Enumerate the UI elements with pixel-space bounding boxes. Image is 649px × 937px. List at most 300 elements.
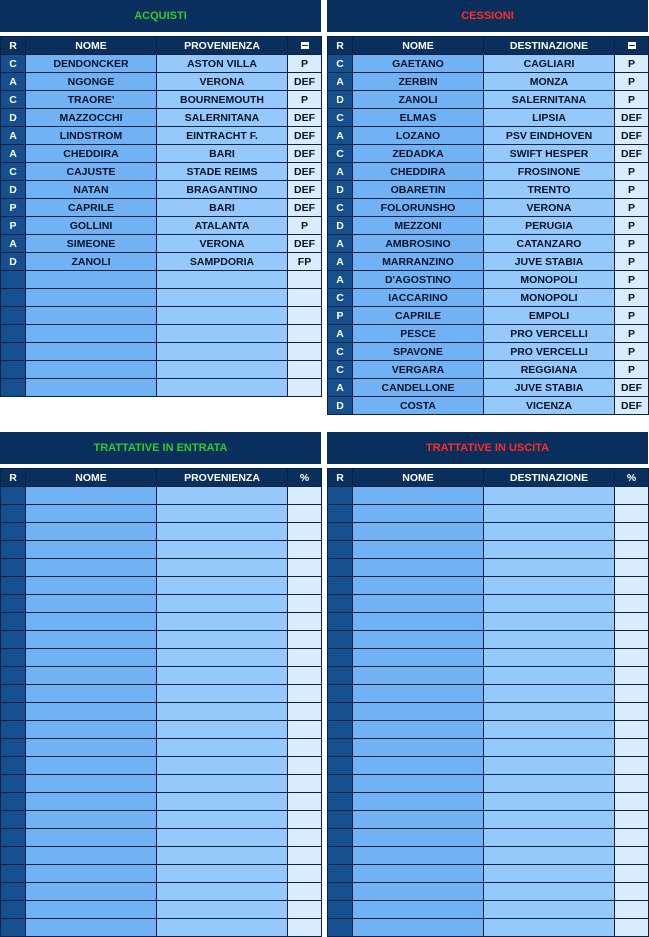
cell-nome[interactable] <box>353 919 484 937</box>
cell-tipo[interactable] <box>288 829 322 847</box>
cell-club[interactable] <box>484 829 615 847</box>
cell-club[interactable]: TRENTO <box>484 181 615 199</box>
cell-tipo[interactable]: P <box>615 199 649 217</box>
cell-club[interactable] <box>157 541 288 559</box>
table-row[interactable] <box>1 145 322 163</box>
cell-club[interactable]: MONOPOLI <box>484 271 615 289</box>
table-row[interactable] <box>328 577 649 595</box>
cell-nome[interactable] <box>353 847 484 865</box>
cell-tipo[interactable]: P <box>615 73 649 91</box>
cell-tipo[interactable] <box>615 739 649 757</box>
table-row[interactable] <box>328 379 649 397</box>
cell-club[interactable] <box>484 631 615 649</box>
cell-tipo[interactable] <box>288 523 322 541</box>
cell-ruolo[interactable] <box>1 289 26 307</box>
cell-tipo[interactable]: DEF <box>288 127 322 145</box>
table-row[interactable] <box>1 703 322 721</box>
cell-tipo[interactable] <box>288 361 322 379</box>
cell-nome[interactable]: VERGARA <box>353 361 484 379</box>
cell-club[interactable]: VERONA <box>484 199 615 217</box>
table-row[interactable] <box>328 289 649 307</box>
cell-ruolo[interactable] <box>1 541 26 559</box>
cell-nome[interactable]: IACCARINO <box>353 289 484 307</box>
cell-ruolo[interactable]: A <box>328 73 353 91</box>
cell-ruolo[interactable] <box>328 649 353 667</box>
table-row[interactable] <box>328 919 649 937</box>
cell-ruolo[interactable]: A <box>328 253 353 271</box>
cell-ruolo[interactable] <box>1 901 26 919</box>
table-row[interactable] <box>328 145 649 163</box>
cell-tipo[interactable] <box>615 667 649 685</box>
cell-tipo[interactable]: DEF <box>288 181 322 199</box>
cell-tipo[interactable]: P <box>615 235 649 253</box>
cell-tipo[interactable]: DEF <box>288 73 322 91</box>
cell-nome[interactable]: MAZZOCCHI <box>26 109 157 127</box>
cell-tipo[interactable]: P <box>615 325 649 343</box>
cell-ruolo[interactable]: C <box>1 91 26 109</box>
cell-club[interactable] <box>484 811 615 829</box>
cell-nome[interactable] <box>26 613 157 631</box>
cell-ruolo[interactable] <box>1 811 26 829</box>
cell-ruolo[interactable] <box>1 631 26 649</box>
cell-tipo[interactable]: DEF <box>615 109 649 127</box>
cell-club[interactable] <box>484 901 615 919</box>
table-row[interactable] <box>328 775 649 793</box>
cell-club[interactable] <box>157 685 288 703</box>
cell-club[interactable]: MONZA <box>484 73 615 91</box>
cell-nome[interactable]: LOZANO <box>353 127 484 145</box>
table-row[interactable] <box>328 739 649 757</box>
cell-nome[interactable] <box>353 775 484 793</box>
cell-nome[interactable] <box>26 829 157 847</box>
cell-tipo[interactable]: DEF <box>288 109 322 127</box>
cell-ruolo[interactable] <box>1 577 26 595</box>
cell-tipo[interactable]: DEF <box>615 379 649 397</box>
table-row[interactable] <box>328 631 649 649</box>
cell-ruolo[interactable]: D <box>1 253 26 271</box>
cell-tipo[interactable] <box>288 811 322 829</box>
cell-tipo[interactable] <box>615 703 649 721</box>
cell-nome[interactable]: CAPRILE <box>353 307 484 325</box>
cell-tipo[interactable] <box>615 541 649 559</box>
cell-nome[interactable] <box>353 739 484 757</box>
cell-club[interactable]: SALERNITANA <box>157 109 288 127</box>
table-row[interactable] <box>328 253 649 271</box>
table-row[interactable] <box>1 253 322 271</box>
cell-club[interactable] <box>157 595 288 613</box>
table-row[interactable] <box>1 613 322 631</box>
cell-tipo[interactable] <box>615 919 649 937</box>
cell-club[interactable]: EINTRACHT F. <box>157 127 288 145</box>
cell-ruolo[interactable] <box>1 361 26 379</box>
cell-tipo[interactable]: P <box>288 55 322 73</box>
table-row[interactable] <box>328 181 649 199</box>
cell-nome[interactable] <box>353 577 484 595</box>
cell-ruolo[interactable]: A <box>1 127 26 145</box>
cell-ruolo[interactable] <box>328 919 353 937</box>
cell-nome[interactable]: DENDONCKER <box>26 55 157 73</box>
table-row[interactable] <box>1 361 322 379</box>
table-row[interactable] <box>328 901 649 919</box>
cell-ruolo[interactable] <box>1 379 26 397</box>
cell-club[interactable]: FROSINONE <box>484 163 615 181</box>
cell-nome[interactable]: ZERBIN <box>353 73 484 91</box>
cell-tipo[interactable] <box>288 649 322 667</box>
table-row[interactable] <box>328 541 649 559</box>
cell-ruolo[interactable] <box>1 739 26 757</box>
cell-nome[interactable]: CHEDDIRA <box>26 145 157 163</box>
cell-nome[interactable] <box>353 613 484 631</box>
table-row[interactable] <box>1 73 322 91</box>
cell-nome[interactable] <box>353 703 484 721</box>
cell-club[interactable]: VERONA <box>157 73 288 91</box>
table-row[interactable] <box>328 883 649 901</box>
cell-nome[interactable] <box>26 883 157 901</box>
cell-ruolo[interactable] <box>1 847 26 865</box>
cell-ruolo[interactable] <box>1 667 26 685</box>
cell-club[interactable]: PRO VERCELLI <box>484 325 615 343</box>
cell-nome[interactable]: CHEDDIRA <box>353 163 484 181</box>
cell-nome[interactable] <box>353 649 484 667</box>
cell-nome[interactable] <box>26 811 157 829</box>
cell-tipo[interactable]: P <box>615 181 649 199</box>
cell-club[interactable]: STADE REIMS <box>157 163 288 181</box>
cell-nome[interactable] <box>26 847 157 865</box>
cell-ruolo[interactable]: D <box>328 217 353 235</box>
table-row[interactable] <box>1 505 322 523</box>
table-row[interactable] <box>328 703 649 721</box>
cell-tipo[interactable] <box>288 721 322 739</box>
table-row[interactable] <box>1 55 322 73</box>
cell-club[interactable]: PSV EINDHOVEN <box>484 127 615 145</box>
cell-ruolo[interactable] <box>1 595 26 613</box>
cell-tipo[interactable] <box>288 703 322 721</box>
cell-club[interactable]: EMPOLI <box>484 307 615 325</box>
cell-ruolo[interactable] <box>1 487 26 505</box>
cell-tipo[interactable] <box>288 595 322 613</box>
cell-nome[interactable]: ELMAS <box>353 109 484 127</box>
cell-ruolo[interactable] <box>1 703 26 721</box>
table-row[interactable] <box>328 307 649 325</box>
cell-club[interactable] <box>157 271 288 289</box>
cell-tipo[interactable] <box>288 379 322 397</box>
cell-tipo[interactable] <box>288 325 322 343</box>
cell-tipo[interactable] <box>615 865 649 883</box>
table-row[interactable] <box>328 559 649 577</box>
cell-club[interactable] <box>157 901 288 919</box>
cell-nome[interactable] <box>26 667 157 685</box>
cell-ruolo[interactable] <box>1 919 26 937</box>
cell-nome[interactable]: SPAVONE <box>353 343 484 361</box>
cell-club[interactable] <box>157 667 288 685</box>
cell-ruolo[interactable]: C <box>1 163 26 181</box>
table-row[interactable] <box>1 865 322 883</box>
cell-nome[interactable] <box>26 685 157 703</box>
cell-ruolo[interactable] <box>1 829 26 847</box>
cell-club[interactable] <box>157 649 288 667</box>
table-row[interactable] <box>328 361 649 379</box>
cell-tipo[interactable] <box>288 901 322 919</box>
cell-nome[interactable]: ZEDADKA <box>353 145 484 163</box>
cell-ruolo[interactable] <box>328 631 353 649</box>
cell-club[interactable] <box>484 613 615 631</box>
cell-tipo[interactable]: P <box>615 361 649 379</box>
cell-club[interactable] <box>157 811 288 829</box>
cell-club[interactable] <box>157 523 288 541</box>
cell-nome[interactable] <box>26 379 157 397</box>
cell-club[interactable] <box>484 739 615 757</box>
cell-club[interactable] <box>157 343 288 361</box>
cell-nome[interactable]: MEZZONI <box>353 217 484 235</box>
cell-club[interactable] <box>157 361 288 379</box>
cell-club[interactable] <box>484 793 615 811</box>
cell-club[interactable] <box>484 541 615 559</box>
cell-tipo[interactable] <box>615 685 649 703</box>
table-row[interactable] <box>1 883 322 901</box>
cell-tipo[interactable]: P <box>615 289 649 307</box>
cell-tipo[interactable] <box>615 649 649 667</box>
cell-ruolo[interactable]: P <box>328 307 353 325</box>
cell-club[interactable] <box>484 595 615 613</box>
table-row[interactable] <box>328 523 649 541</box>
cell-ruolo[interactable] <box>1 505 26 523</box>
cell-ruolo[interactable]: C <box>328 145 353 163</box>
cell-ruolo[interactable] <box>1 307 26 325</box>
table-row[interactable] <box>328 91 649 109</box>
cell-nome[interactable] <box>353 559 484 577</box>
table-row[interactable] <box>328 199 649 217</box>
table-row[interactable] <box>1 181 322 199</box>
cell-tipo[interactable] <box>288 631 322 649</box>
table-row[interactable] <box>1 109 322 127</box>
cell-ruolo[interactable]: D <box>1 109 26 127</box>
cell-ruolo[interactable]: C <box>1 55 26 73</box>
cell-ruolo[interactable] <box>1 271 26 289</box>
table-row[interactable] <box>328 613 649 631</box>
cell-nome[interactable] <box>353 901 484 919</box>
cell-tipo[interactable]: P <box>615 307 649 325</box>
cell-ruolo[interactable]: D <box>1 181 26 199</box>
table-row[interactable] <box>1 541 322 559</box>
cell-tipo[interactable] <box>288 307 322 325</box>
table-row[interactable] <box>1 901 322 919</box>
cell-club[interactable]: BARI <box>157 145 288 163</box>
cell-tipo[interactable] <box>615 523 649 541</box>
cell-ruolo[interactable] <box>328 739 353 757</box>
cell-nome[interactable] <box>26 595 157 613</box>
cell-nome[interactable]: NGONGE <box>26 73 157 91</box>
cell-ruolo[interactable] <box>328 487 353 505</box>
cell-tipo[interactable]: P <box>615 253 649 271</box>
table-row[interactable] <box>328 325 649 343</box>
table-row[interactable] <box>328 109 649 127</box>
cell-nome[interactable] <box>26 343 157 361</box>
table-row[interactable] <box>1 631 322 649</box>
cell-nome[interactable]: ZANOLI <box>353 91 484 109</box>
table-row[interactable] <box>1 523 322 541</box>
cell-ruolo[interactable]: A <box>328 235 353 253</box>
cell-tipo[interactable]: DEF <box>615 397 649 415</box>
cell-tipo[interactable]: FP <box>288 253 322 271</box>
cell-club[interactable]: BARI <box>157 199 288 217</box>
cell-nome[interactable] <box>26 487 157 505</box>
cell-nome[interactable] <box>353 505 484 523</box>
cell-tipo[interactable]: DEF <box>288 145 322 163</box>
table-row[interactable] <box>328 505 649 523</box>
cell-ruolo[interactable] <box>1 613 26 631</box>
cell-nome[interactable]: CAJUSTE <box>26 163 157 181</box>
table-row[interactable] <box>1 289 322 307</box>
cell-tipo[interactable] <box>288 613 322 631</box>
table-row[interactable] <box>328 235 649 253</box>
cell-nome[interactable]: CANDELLONE <box>353 379 484 397</box>
table-row[interactable] <box>328 811 649 829</box>
cell-tipo[interactable] <box>288 343 322 361</box>
cell-tipo[interactable] <box>615 775 649 793</box>
cell-nome[interactable]: AMBROSINO <box>353 235 484 253</box>
table-row[interactable] <box>1 199 322 217</box>
table-row[interactable] <box>328 757 649 775</box>
table-row[interactable] <box>328 667 649 685</box>
cell-club[interactable]: PERUGIA <box>484 217 615 235</box>
cell-ruolo[interactable] <box>328 559 353 577</box>
cell-club[interactable] <box>484 559 615 577</box>
table-row[interactable] <box>1 739 322 757</box>
cell-tipo[interactable]: P <box>615 163 649 181</box>
cell-nome[interactable] <box>353 667 484 685</box>
cell-ruolo[interactable] <box>1 721 26 739</box>
cell-ruolo[interactable] <box>328 883 353 901</box>
cell-ruolo[interactable] <box>328 793 353 811</box>
cell-nome[interactable] <box>26 649 157 667</box>
cell-nome[interactable] <box>353 523 484 541</box>
cell-nome[interactable]: TRAORE' <box>26 91 157 109</box>
table-row[interactable] <box>1 127 322 145</box>
table-row[interactable] <box>328 397 649 415</box>
table-row[interactable] <box>328 163 649 181</box>
cell-nome[interactable]: D'AGOSTINO <box>353 271 484 289</box>
cell-club[interactable] <box>157 757 288 775</box>
cell-ruolo[interactable] <box>328 829 353 847</box>
cell-nome[interactable] <box>353 541 484 559</box>
cell-nome[interactable] <box>353 757 484 775</box>
cell-ruolo[interactable]: C <box>328 109 353 127</box>
cell-nome[interactable]: MARRANZINO <box>353 253 484 271</box>
cell-nome[interactable] <box>26 793 157 811</box>
cell-club[interactable] <box>484 775 615 793</box>
cell-club[interactable] <box>157 775 288 793</box>
cell-nome[interactable] <box>26 577 157 595</box>
cell-club[interactable] <box>484 577 615 595</box>
cell-ruolo[interactable]: C <box>328 199 353 217</box>
cell-nome[interactable] <box>26 721 157 739</box>
cell-ruolo[interactable] <box>1 685 26 703</box>
cell-nome[interactable]: LINDSTROM <box>26 127 157 145</box>
cell-tipo[interactable] <box>288 505 322 523</box>
cell-tipo[interactable]: DEF <box>288 199 322 217</box>
cell-ruolo[interactable]: A <box>328 325 353 343</box>
cell-ruolo[interactable] <box>328 757 353 775</box>
cell-nome[interactable] <box>353 829 484 847</box>
cell-ruolo[interactable]: P <box>1 217 26 235</box>
cell-club[interactable]: VICENZA <box>484 397 615 415</box>
cell-club[interactable] <box>157 487 288 505</box>
table-row[interactable] <box>328 595 649 613</box>
cell-club[interactable]: BOURNEMOUTH <box>157 91 288 109</box>
cell-club[interactable] <box>157 883 288 901</box>
cell-club[interactable]: LIPSIA <box>484 109 615 127</box>
cell-tipo[interactable]: DEF <box>615 127 649 145</box>
cell-tipo[interactable] <box>288 289 322 307</box>
cell-tipo[interactable] <box>288 757 322 775</box>
cell-nome[interactable]: OBARETIN <box>353 181 484 199</box>
cell-club[interactable]: VERONA <box>157 235 288 253</box>
cell-ruolo[interactable] <box>1 325 26 343</box>
table-row[interactable] <box>1 757 322 775</box>
cell-club[interactable] <box>484 505 615 523</box>
cell-ruolo[interactable]: C <box>328 343 353 361</box>
cell-nome[interactable]: FOLORUNSHO <box>353 199 484 217</box>
cell-club[interactable] <box>157 919 288 937</box>
cell-nome[interactable] <box>353 793 484 811</box>
cell-tipo[interactable] <box>615 883 649 901</box>
cell-ruolo[interactable]: A <box>1 145 26 163</box>
cell-nome[interactable]: ZANOLI <box>26 253 157 271</box>
table-row[interactable] <box>1 847 322 865</box>
cell-tipo[interactable] <box>615 793 649 811</box>
cell-ruolo[interactable] <box>1 775 26 793</box>
table-row[interactable] <box>1 793 322 811</box>
cell-tipo[interactable] <box>615 829 649 847</box>
cell-club[interactable] <box>157 307 288 325</box>
cell-tipo[interactable] <box>615 721 649 739</box>
cell-ruolo[interactable]: D <box>328 91 353 109</box>
cell-club[interactable] <box>484 487 615 505</box>
cell-club[interactable]: CAGLIARI <box>484 55 615 73</box>
cell-ruolo[interactable] <box>1 883 26 901</box>
cell-nome[interactable] <box>26 901 157 919</box>
table-row[interactable] <box>1 577 322 595</box>
cell-nome[interactable] <box>353 487 484 505</box>
cell-tipo[interactable] <box>615 595 649 613</box>
cell-tipo[interactable]: P <box>615 55 649 73</box>
cell-club[interactable] <box>484 721 615 739</box>
table-row[interactable] <box>1 919 322 937</box>
cell-ruolo[interactable]: A <box>328 379 353 397</box>
cell-ruolo[interactable]: A <box>1 235 26 253</box>
cell-ruolo[interactable] <box>328 847 353 865</box>
cell-nome[interactable] <box>353 685 484 703</box>
cell-nome[interactable]: GOLLINI <box>26 217 157 235</box>
table-row[interactable] <box>328 721 649 739</box>
cell-ruolo[interactable] <box>328 775 353 793</box>
cell-club[interactable] <box>484 667 615 685</box>
table-row[interactable] <box>1 343 322 361</box>
cell-nome[interactable]: NATAN <box>26 181 157 199</box>
cell-nome[interactable] <box>26 307 157 325</box>
cell-nome[interactable] <box>26 919 157 937</box>
cell-ruolo[interactable] <box>328 505 353 523</box>
cell-ruolo[interactable]: A <box>328 271 353 289</box>
cell-tipo[interactable]: P <box>615 217 649 235</box>
cell-club[interactable]: SALERNITANA <box>484 91 615 109</box>
cell-nome[interactable] <box>26 775 157 793</box>
cell-club[interactable]: SWIFT HESPER <box>484 145 615 163</box>
cell-tipo[interactable]: P <box>288 91 322 109</box>
cell-club[interactable] <box>157 739 288 757</box>
cell-ruolo[interactable]: C <box>328 361 353 379</box>
cell-club[interactable]: SAMPDORIA <box>157 253 288 271</box>
